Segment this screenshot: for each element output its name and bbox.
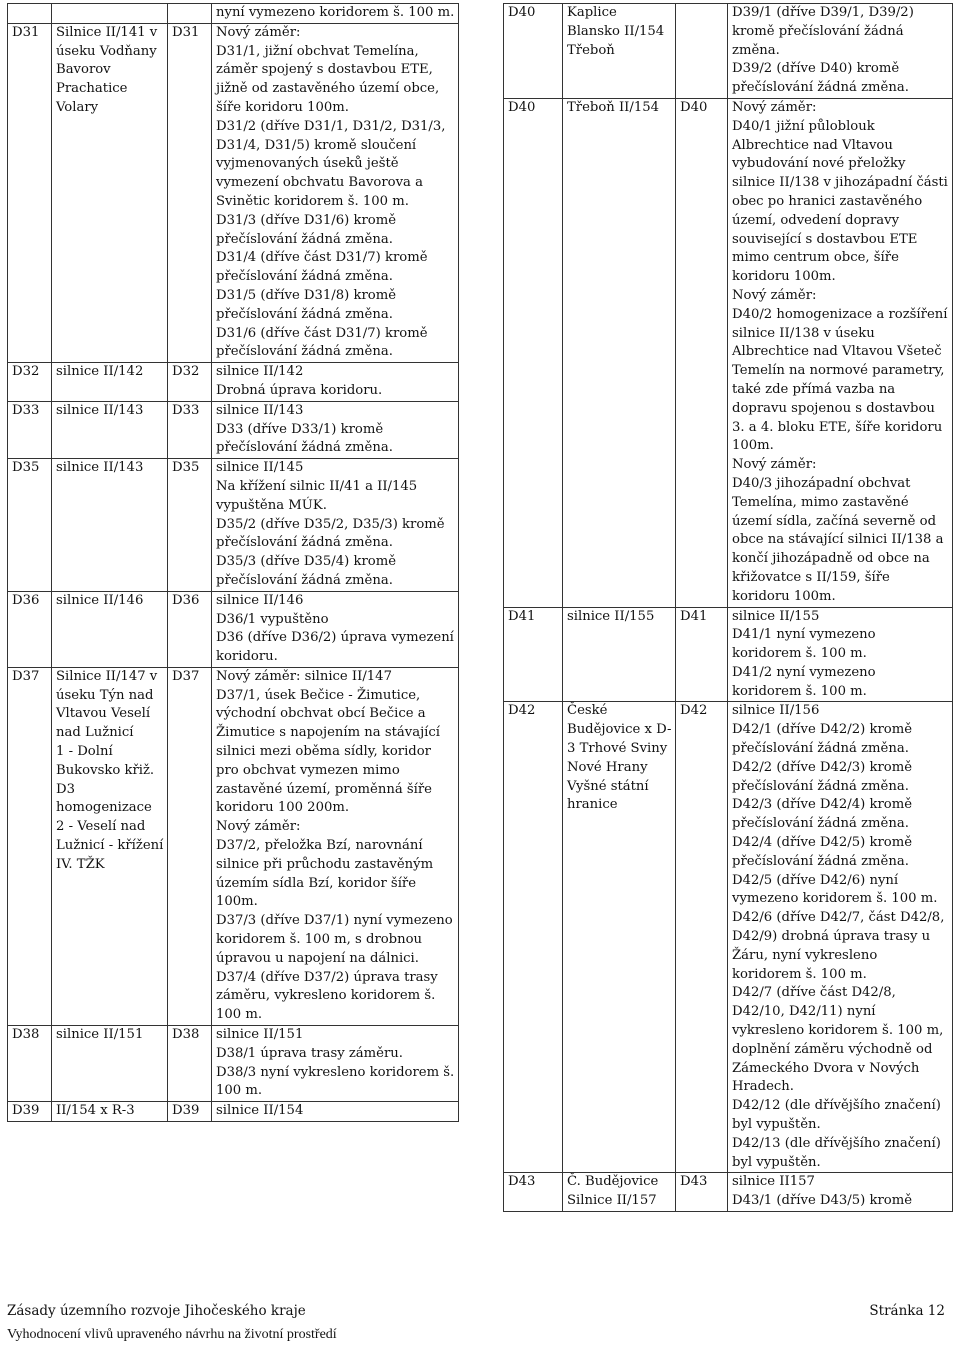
left-table — [7, 3, 459, 1122]
table-row — [8, 591, 459, 667]
old-description-cell: II/154 x R-3 — [52, 1102, 168, 1122]
new-description-cell: silnice II/145 Na křížení silnic II/41 a II/145 vypuštěna MÚK. D35/2 (dříve D35/2, D35/3) kromě přečíslování žádná změna. D35/3 (dříve D35/4) kromě přečíslování žádná změna. — [212, 459, 459, 592]
new-description-cell: Nový záměr: D40/1 jižní půloblouk Albrechtice nad Vltavou vybudování nové přeložky silnice II/138 v jihozápadní části obec po hranici zastavěného území, odvedení dopravy související s dostavbou ETE mimo centrum obce, šíře koridoru 100m. Nový záměr: D40/2 homogenizace a rozšíření silnice II/138 v úseku Albrechtice nad Vltavou Všeteč Temelín na normové parametry, také zde přímá vazba na dopravu spojenou s dostavbou 3. a 4. bloku ETE, šíře koridoru 100m. Nový záměr: D40/3 jihozápadní obchvat Temelína, mimo zastavěné území sídla, začíná severně od obce na stávající silnici II/138 a končí jihozápadně od obce na křižovatce s II/159, šíře koridoru 100m. — [728, 98, 953, 607]
new-code-cell: D36 — [168, 591, 212, 667]
table-row — [504, 607, 953, 702]
table-row — [8, 459, 459, 592]
new-code-cell — [676, 4, 728, 99]
old-code-cell: D32 — [8, 363, 52, 402]
footer-subtitle: Vyhodnocení vlivů upraveného návrhu na životní prostředí — [7, 1327, 337, 1342]
old-description-cell — [52, 4, 168, 24]
old-code-cell: D41 — [504, 607, 563, 702]
new-description-cell: silnice II/142 Drobná úprava koridoru. — [212, 363, 459, 402]
old-description-cell: České Budějovice x D-3 Trhové Sviny Nové Hrany Vyšné státní hranice — [563, 702, 676, 1173]
table-row — [8, 23, 459, 362]
old-description-cell: Silnice II/147 v úseku Týn nad Vltavou Veselí nad Lužnicí 1 - Dolní Bukovsko křiž. D3 homogenizace 2 - Veselí nad Lužnicí - křížení IV. TŽK — [52, 667, 168, 1025]
new-code-cell: D39 — [168, 1102, 212, 1122]
new-code-cell: D43 — [676, 1173, 728, 1212]
old-description-cell: Kaplice Blansko II/154 Třeboň — [563, 4, 676, 99]
new-code-cell: D41 — [676, 607, 728, 702]
old-description-cell: Č. Budějovice Silnice II/157 — [563, 1173, 676, 1212]
new-code-cell: D31 — [168, 23, 212, 362]
old-description-cell: Třeboň II/154 — [563, 98, 676, 607]
old-code-cell — [8, 4, 52, 24]
new-code-cell: D33 — [168, 401, 212, 458]
new-description-cell: silnice II/146 D36/1 vypuštěno D36 (dříve D36/2) úprava vymezení koridoru. — [212, 591, 459, 667]
old-code-cell: D33 — [8, 401, 52, 458]
footer-title: Zásady územního rozvoje Jihočeského kraje — [7, 1303, 306, 1319]
old-description-cell: silnice II/151 — [52, 1026, 168, 1102]
new-description-cell: nyní vymezeno koridorem š. 100 m. — [212, 4, 459, 24]
old-code-cell: D42 — [504, 702, 563, 1173]
new-description-cell: Nový záměr: silnice II/147 D37/1, úsek Bečice - Žimutice, východní obchvat obcí Bečice a Žimutice s napojením na stávající silnici mezi oběma sídly, koridor pro obchvat vymezen mimo zastavěné území, proměnná šíře koridoru 100 200m. Nový záměr: D37/2, přeložka Bzí, narovnání silnice při průchodu zastavěným územím sídla Bzí, koridor šíře 100m. D37/3 (dříve D37/1) nyní vymezeno koridorem š. 100 m, s drobnou úpravou u napojení na dálnici. D37/4 (dříve D37/2) úprava trasy záměru, vykresleno koridorem š. 100 m. — [212, 667, 459, 1025]
old-code-cell: D35 — [8, 459, 52, 592]
old-description-cell: silnice II/146 — [52, 591, 168, 667]
old-description-cell: silnice II/142 — [52, 363, 168, 402]
old-description-cell: silnice II/143 — [52, 459, 168, 592]
new-description-cell: silnice II/143 D33 (dříve D33/1) kromě přečíslování žádná změna. — [212, 401, 459, 458]
new-code-cell: D35 — [168, 459, 212, 592]
new-description-cell: silnice II/151 D38/1 úprava trasy záměru. D38/3 nyní vykresleno koridorem š. 100 m. — [212, 1026, 459, 1102]
new-code-cell: D42 — [676, 702, 728, 1173]
old-code-cell: D43 — [504, 1173, 563, 1212]
new-code-cell — [168, 4, 212, 24]
right-table — [503, 3, 953, 1212]
table-row — [8, 363, 459, 402]
old-code-cell: D36 — [8, 591, 52, 667]
new-description-cell: silnice II/154 — [212, 1102, 459, 1122]
table-row — [504, 98, 953, 607]
new-description-cell: silnice II/156 D42/1 (dříve D42/2) kromě přečíslování žádná změna. D42/2 (dříve D42/3) kromě přečíslování žádná změna. D42/3 (dříve D42/4) kromě přečíslování žádná změna. D42/4 (dříve D42/5) kromě přečíslování žádná změna. D42/5 (dříve D42/6) nyní vymezeno koridorem š. 100 m. D42/6 (dříve D42/7, část D42/8, D42/9) drobná úprava trasy u Žáru, nyní vykresleno koridorem š. 100 m. D42/7 (dříve část D42/8, D42/10, D42/11) nyní vykresleno koridorem š. 100 m, doplnění záměru východně od Zámeckého Dvora v Nových Hradech. D42/12 (dle dřívějšího značení) byl vypuštěn. D42/13 (dle dřívějšího značení) byl vypuštěn. — [728, 702, 953, 1173]
new-description-cell: Nový záměr: D31/1, jižní obchvat Temelína, záměr spojený s dostavbou ETE, jižně od zastavěného území obce, šíře koridoru 100m. D31/2 (dříve D31/1, D31/2, D31/3, D31/4, D31/5) kromě sloučení vyjmenovaných úseků ještě vymezení obchvatu Bavorova a Svinětic koridorem š. 100 m. D31/3 (dříve D31/6) kromě přečíslování žádná změna. D31/4 (dříve část D31/7) kromě přečíslování žádná změna. D31/5 (dříve D31/8) kromě přečíslování žádná změna. D31/6 (dříve část D31/7) kromě přečíslování žádná změna. — [212, 23, 459, 362]
old-description-cell: silnice II/143 — [52, 401, 168, 458]
old-code-cell: D39 — [8, 1102, 52, 1122]
new-code-cell: D32 — [168, 363, 212, 402]
table-row — [8, 401, 459, 458]
old-code-cell: D31 — [8, 23, 52, 362]
old-code-cell: D40 — [504, 98, 563, 607]
new-description-cell: silnice II157 D43/1 (dříve D43/5) kromě — [728, 1173, 953, 1212]
old-code-cell: D40 — [504, 4, 563, 99]
table-row — [8, 667, 459, 1025]
page-number: Stránka 12 — [869, 1303, 945, 1319]
new-code-cell: D40 — [676, 98, 728, 607]
new-code-cell: D37 — [168, 667, 212, 1025]
old-description-cell: silnice II/155 — [563, 607, 676, 702]
old-code-cell: D38 — [8, 1026, 52, 1102]
right-table-body — [504, 4, 953, 1212]
left-table-body — [8, 4, 459, 1122]
old-description-cell: Silnice II/141 v úseku Vodňany Bavorov Prachatice Volary — [52, 23, 168, 362]
table-row — [8, 1102, 459, 1122]
table-row — [504, 4, 953, 99]
footer-line-1 — [7, 1302, 945, 1321]
table-row — [8, 1026, 459, 1102]
new-description-cell: D39/1 (dříve D39/1, D39/2) kromě přečíslování žádná změna. D39/2 (dříve D40) kromě přečíslování žádná změna. — [728, 4, 953, 99]
new-code-cell: D38 — [168, 1026, 212, 1102]
new-description-cell: silnice II/155 D41/1 nyní vymezeno koridorem š. 100 m. D41/2 nyní vymezeno koridorem š. 100 m. — [728, 607, 953, 702]
table-row — [504, 1173, 953, 1212]
old-code-cell: D37 — [8, 667, 52, 1025]
table-row — [504, 702, 953, 1173]
table-row — [8, 4, 459, 24]
